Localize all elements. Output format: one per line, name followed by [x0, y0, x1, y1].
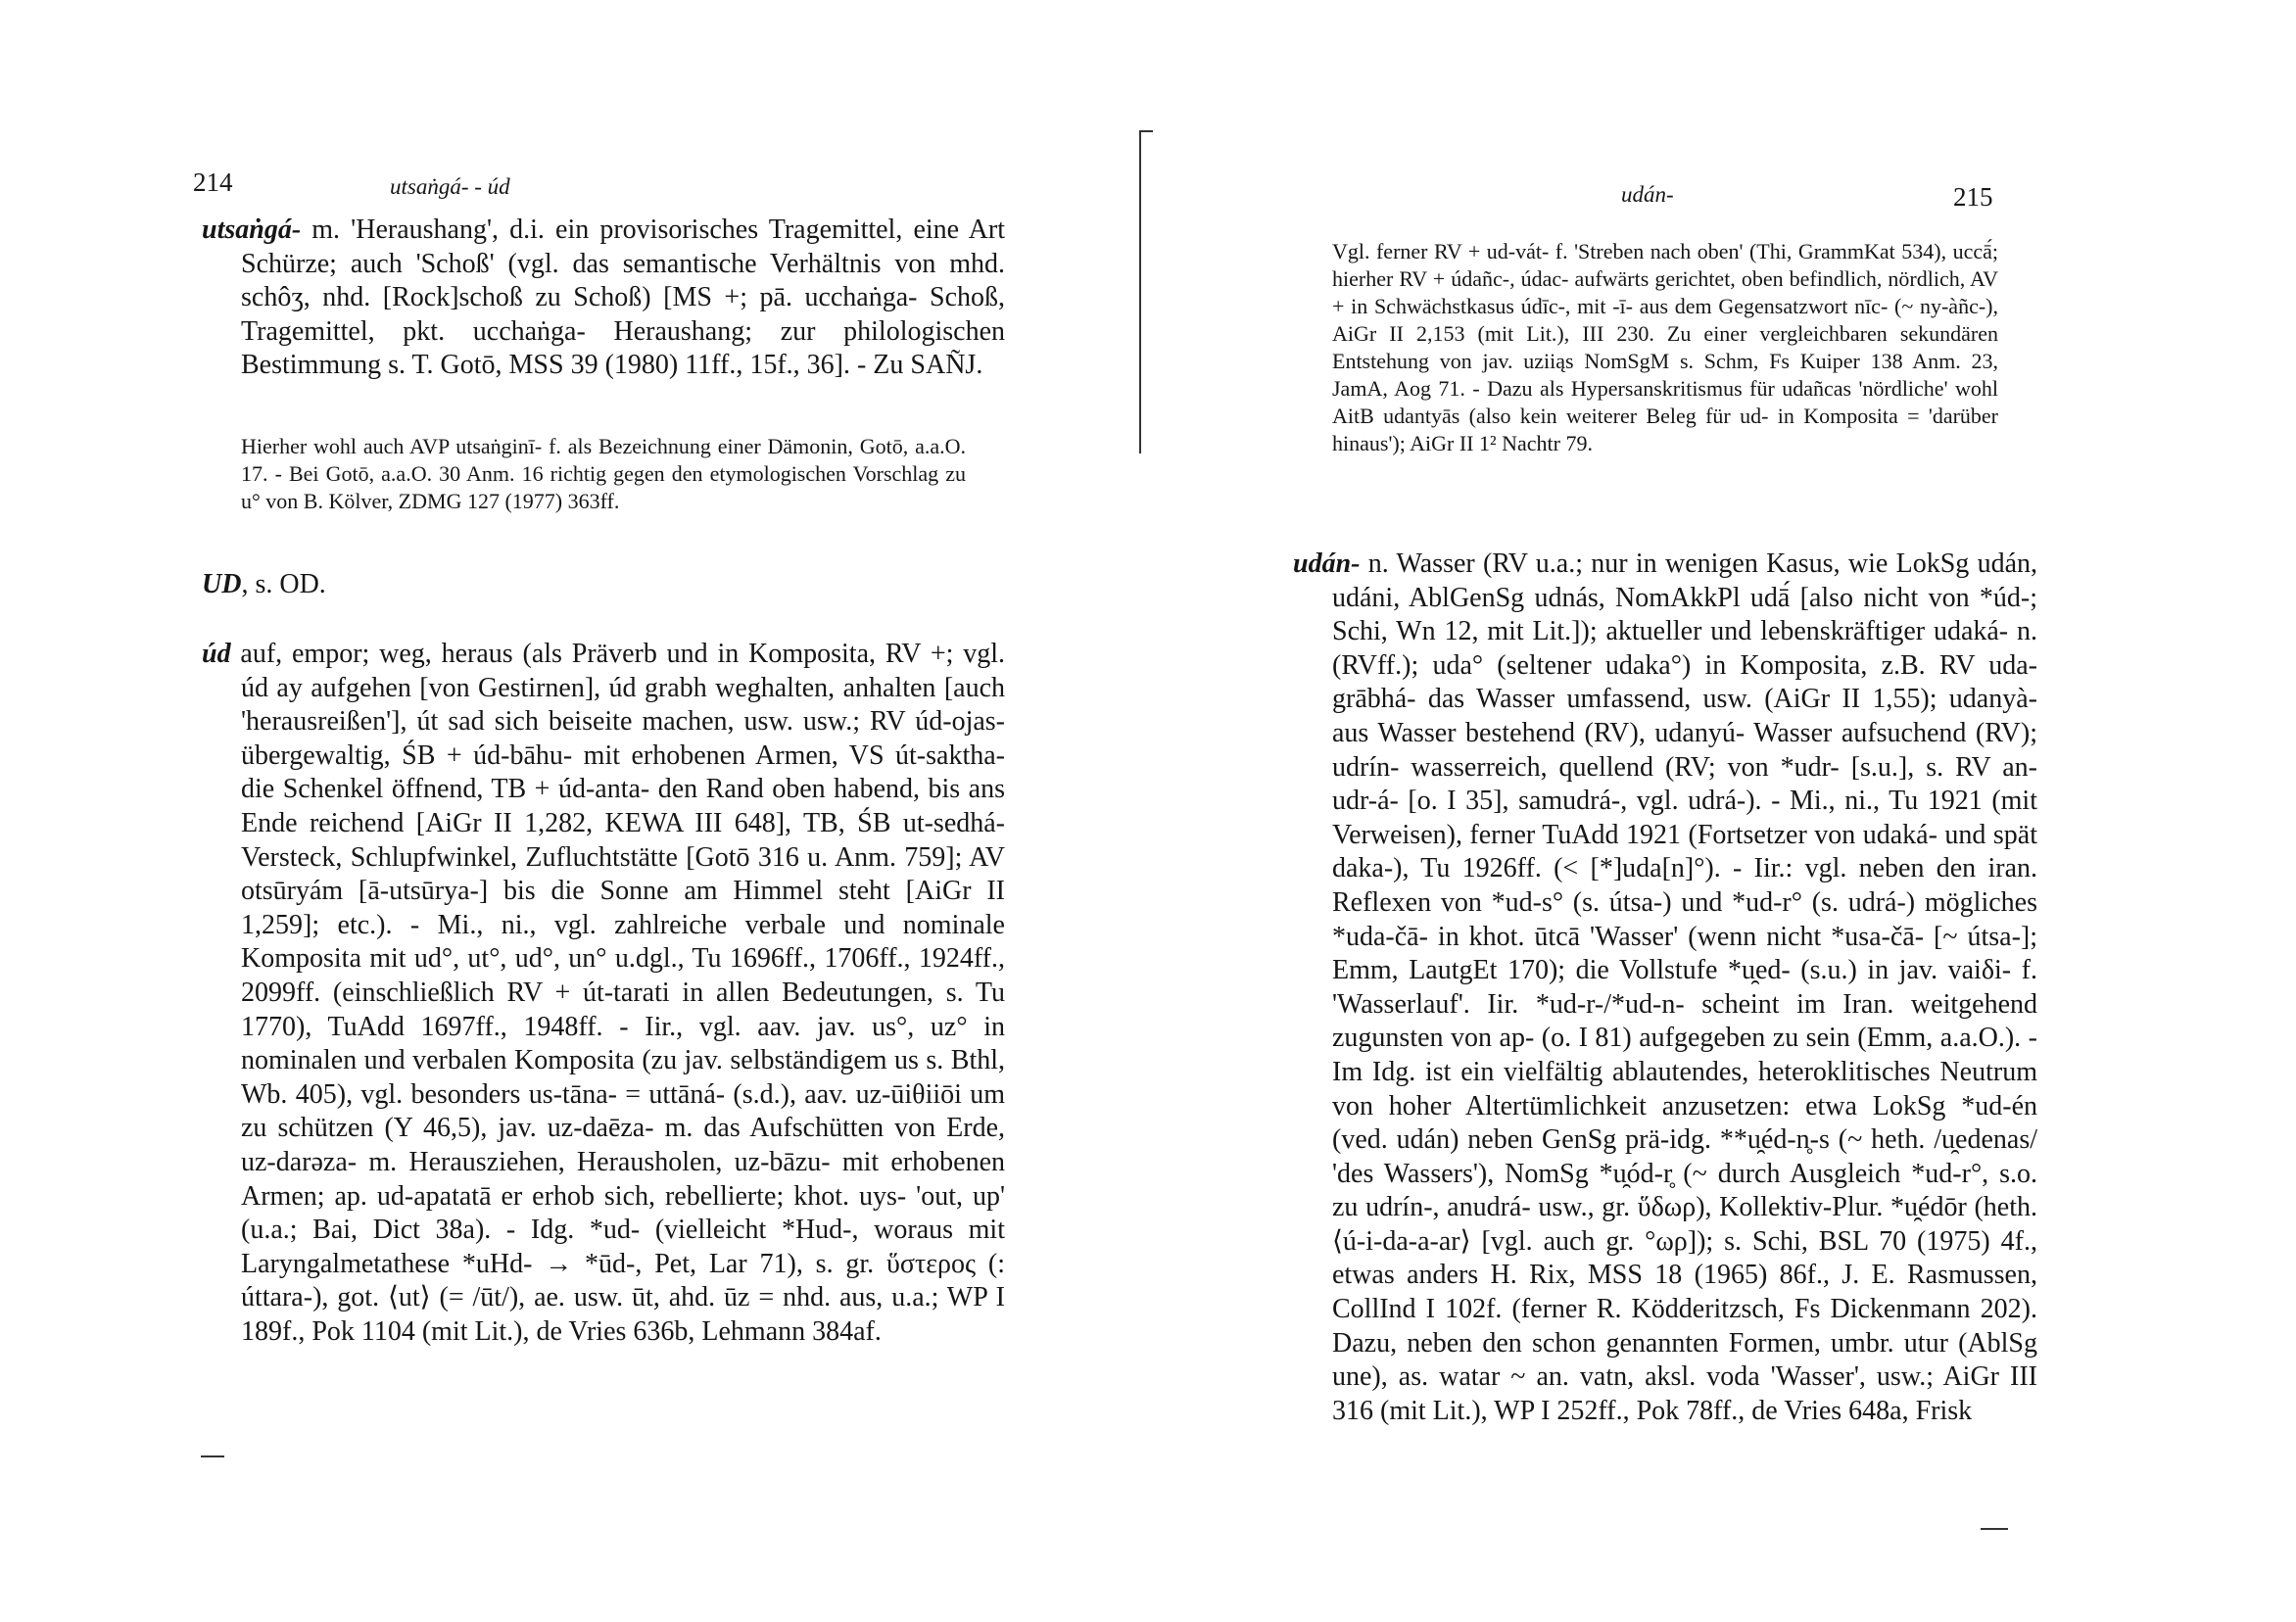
- entry-UD: [202, 568, 966, 602]
- entry-text: n. Wasser (RV u.a.; nur in wenigen Kasus, wie LokSg udán, udáni, AblGenSg udnás, NomAkkPl udā́ [also nicht von *úd-; Schi, Wn 12, mit Lit.]); aktueller und lebenskräftiger udaká- n. (RVff.); uda° (seltener udaka°) in Komposita, z.B. RV uda-grābhá- das Wasser umfassend, usw. (AiGr II 1,55); udanyà- aus Wasser bestehend (RV), udanyú- Wasser aufsuchend (RV); udrín- wasserreich, quellend (RV; von *udr- [s.u.], s. RV an-udr-á- [o. I 35], samudrá-, vgl. udrá-). - Mi., ni., Tu 1921 (mit Verweisen), ferner TuAdd 1921 (Fortsetzer von udaká- und spät daka-), Tu 1926ff. (< [*]uda[n]°). - Iir.: vgl. neben den iran. Reflexen von *ud-s° (s. útsa-) und *ud-r° (s. udrá-) mögliches *uda-čā- in khot. ūtcā 'Wasser' (wenn nicht *usa-čā- [~ útsa-]; Emm, LautgEt 170); die Vollstufe *u̯ed- (s.u.) in jav. vaiδi- f. 'Wasserlauf'. Iir. *ud-r-/*ud-n- scheint im Iran. weitgehend zugunsten von ap- (o. I 81) aufgegeben zu sein (Emm, a.a.O.). - Im Idg. ist ein vielfältig ablautendes, heteroklitisches Neutrum von hoher Altertümlichkeit anzusetzen: etwa LokSg *ud-én (ved. udán) neben GenSg prä-idg. **u̯éd-n̥-s (~ heth. /u̯edenas/ 'des Wassers'), NomSg *u̯ód-r̥ (~ durch Ausgleich *ud-r°, s.o. zu udrín-, anudrá- usw., gr. ὕδωρ), Kollektiv-Plur. *u̯édōr (heth. ⟨ú-i-da-a-ar⟩ [vgl. auch gr. °ωρ]); s. Schi, BSL 70 (1975) 4f., etwas anders H. Rix, MSS 18 (1965) 86f., J. E. Rasmussen, CollInd I 102f. (ferner R. Ködderitzsch, Fs Dickenmann 202). Dazu, neben den schon genannten Formen, umbr. utur (AblSg une), as. watar ~ an. vatn, aksl. voda 'Wasser', usw.; AiGr III 316 (mit Lit.), WP I 252ff., Pok 78ff., de Vries 648a, Frisk: [1332, 549, 2037, 1426]
- entry-text: m. 'Heraushang', d.i. ein provisorisches Tragemittel, eine Art Schürze; auch 'Schoß' (vgl. das semantische Verhältnis von mhd. schôʒ, nhd. [Rock]schoß zu Schoß) [MS +; pā. ucchaṅga- Schoß, Tragemittel, pkt. ucchaṅga- Heraushang; zur philologischen Bestimmung s. T. Gotō, MSS 39 (1980) 11ff., 15f., 36]. - Zu SAÑJ.: [241, 215, 1005, 381]
- edge-mark: [201, 1455, 224, 1457]
- note-utsanga: Hierher wohl auch AVP utsaṅginī- f. als Bezeichnung einer Dämonin, Gotō, a.a.O. 17. - Bei Gotō, a.a.O. 30 Anm. 16 richtig gegen den etymologischen Vorschlag zu u° von B. Kölver, ZDMG 127 (1977) 363ff.: [241, 434, 966, 513]
- page-number: 214: [193, 167, 233, 197]
- right-page: [1148, 0, 2296, 1622]
- lemma: udán-: [1293, 549, 1361, 579]
- running-head: udán-: [1621, 182, 1674, 207]
- edge-mark: [1981, 1528, 2008, 1530]
- entry-ud: [202, 638, 1005, 1349]
- entry-udan: [1293, 548, 2037, 1428]
- entry-utsanga: [202, 214, 1005, 383]
- lemma: utsaṅgá-: [202, 215, 302, 245]
- gutter-line: [1139, 130, 1141, 453]
- entry-text: auf, empor; weg, heraus (als Präverb und in Komposita, RV +; vgl. úd ay aufgehen [von Gestirnen], úd grabh weghalten, anhalten [auch 'herausreißen'], út sad sich beiseite machen, usw. usw.; RV úd-ojas- übergewaltig, ŚB + úd-bāhu- mit erhobenen Armen, VS út-saktha- die Schenkel öffnend, TB + úd-anta- den Rand oben habend, bis ans Ende reichend [AiGr II 1,282, KEWA III 648], TB, ŚB ut-sedhá- Versteck, Schlupfwinkel, Zufluchtstätte [Gotō 316 u. Anm. 759]; AV otsūryám [ā-utsūrya-] bis die Sonne am Himmel steht [AiGr II 1,259]; etc.). - Mi., ni., vgl. zahlreiche verbale und nominale Komposita mit ud°, ut°, ud°, un° u.dgl., Tu 1696ff., 1706ff., 1924ff., 2099ff. (einschließlich RV + út-tarati in allen Bedeutungen, s. Tu 1770), TuAdd 1697ff., 1948ff. - Iir., vgl. aav. jav. us°, uz° in nominalen und verbalen Komposita (zu jav. selbständigem us s. Bthl, Wb. 405), vgl. besonders us-tāna- = uttāná- (s.d.), aav. uz-ūiθiiōi um zu schützen (Y 46,5), jav. uz-daēza- m. das Aufschütten von Erde, uz-darəza- m. Herausziehen, Herausholen, uz-bāzu- mit erhobenen Armen; ap. ud-apatatā er erhob sich, rebellierte; khot. uys- 'out, up' (u.a.; Bai, Dict 38a). - Idg. *ud- (vielleicht *Hud-, woraus mit Laryngalmetathese *uHd- → *ūd-, Pet, Lar 71), s. gr. ὕστερος (: úttara-), got. ⟨ut⟩ (= /ūt/), ae. usw. ūt, ahd. ūz = nhd. aus, u.a.; WP I 189f., Pok 1104 (mit Lit.), de Vries 636b, Lehmann 384af.: [230, 639, 1005, 1347]
- page-number: 215: [1953, 182, 1993, 212]
- lemma: UD: [202, 569, 242, 599]
- running-head: utsaṅgá- - úd: [390, 174, 510, 199]
- lemma: úd: [202, 639, 231, 669]
- entry-text: , s. OD.: [241, 569, 326, 599]
- note-ud: Vgl. ferner RV + ud-vát- f. 'Streben nach oben' (Thi, GrammKat 534), uccā́; hierher RV + údañc-, údac- aufwärts gerichtet, oben befindlich, nördlich, AV + in Schwächstkasus údīc-, mit -ī- aus dem Gegensatzwort nīc- (~ ny-àñc-), AiGr II 2,153 (mit Lit.), III 230. Zu einer vergleichbaren sekundären Entstehung von jav. uziiąs NomSgM s. Schm, Fs Kuiper 138 Anm. 23, JamA, Aog 71. - Dazu als Hypersanskritismus für udañcas 'nördliche' wohl AitB udantyās (also kein weiterer Beleg für ud- in Komposita = 'darüber hinaus'); AiGr II 1² Nachtr 79.: [1332, 239, 1998, 455]
